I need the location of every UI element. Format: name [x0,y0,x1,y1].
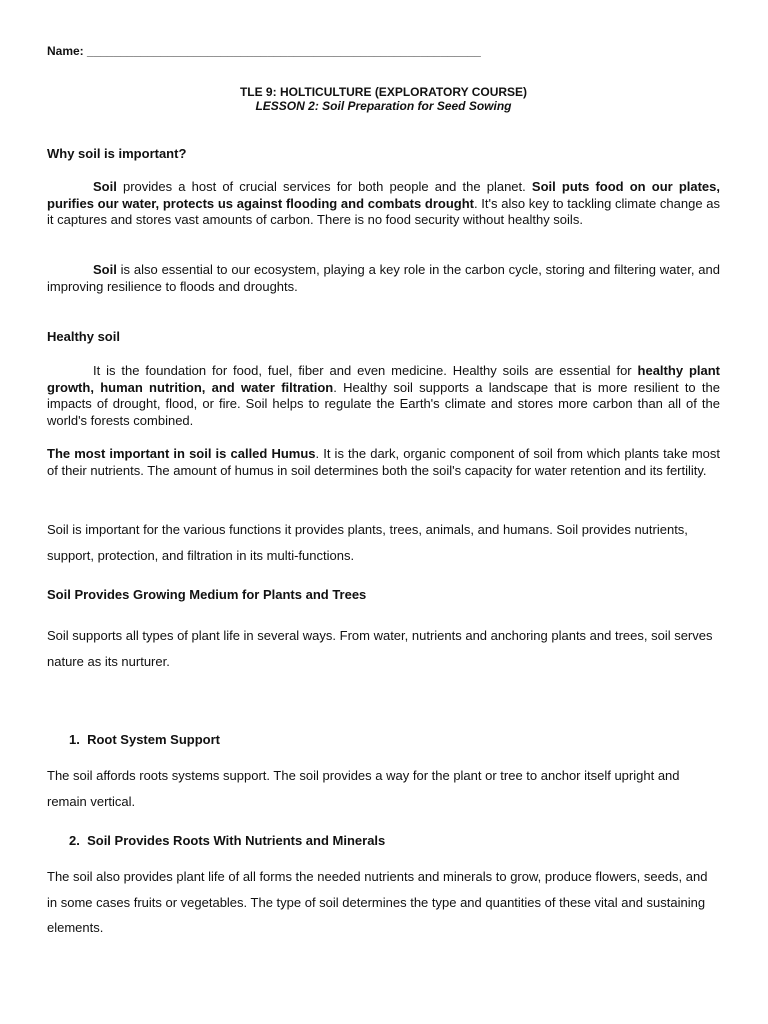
text: It is the foundation for food, fuel, fiber and even medicine. Healthy soils are essential for [93,363,638,378]
list-item-heading [69,833,385,848]
bold-text: Soil [93,262,117,277]
section-heading-healthy-soil: Healthy soil [47,329,120,344]
document-title [47,85,720,113]
section-heading-growing-medium: Soil Provides Growing Medium for Plants and Trees [47,587,367,602]
text: is also essential to our ecosystem, playing a key role in the carbon cycle, storing and filtering water, and improving resilience to floods and droughts. [47,262,720,294]
course-title: TLE 9: HOLTICULTURE (EXPLORATORY COURSE) [239,85,528,99]
paragraph-healthy-soil [47,363,720,429]
paragraph-growing-medium: Soil supports all types of plant life in several ways. From water, nutrients and anchoring plants and trees, soil serves nature as its nurturer. [47,628,713,669]
paragraph-humus [47,446,720,479]
list-item-heading [69,732,220,747]
bold-text: Soil puts food on our plates, purifies our water, protects us against flooding and combats drought [47,179,721,211]
section-heading-why-soil: Why soil is important? [47,146,187,161]
paragraph-soil-services [47,179,720,229]
paragraph-soil-ecosystem [47,262,720,295]
text: . Healthy soil supports a landscape that is more resilient to the impacts of drought, flood, or fire. Soil helps to regulate the Earth's climate and stores more carbon than all of the world's forests combined. [47,379,720,428]
text: . It's also key to tackling climate change as it captures and stores vast amounts of carbon. There is no food security without healthy soils. [47,195,720,227]
text: provides a host of crucial services for both people and the planet. [116,179,532,194]
list-number: 1. [69,732,80,747]
paragraph-soil-functions: Soil is important for the various functions it provides plants, trees, animals, and humans. Soil provides nutrients, support, protection, and filtration in its multi-functions. [47,522,688,563]
bold-text: Soil [93,179,117,194]
lesson-title: LESSON 2: Soil Preparation for Seed Sowing [255,99,512,113]
list-item-text: The soil affords roots systems support. The soil provides a way for the plant or tree to anchor itself upright and remain vertical. [47,768,680,809]
bold-text: The most important in soil is called Humus [47,446,316,461]
list-number: 2. [69,833,80,848]
list-item-text: The soil also provides plant life of all forms the needed nutrients and minerals to grow, produce flowers, seeds, and in some cases fruits or vegetables. The type of soil determines the type and quantities of these vital and sustaining elements. [47,869,708,935]
list-heading-text: Root System Support [87,732,220,747]
bold-text: healthy plant growth, human nutrition, and water filtration [47,363,720,395]
list-heading-text: Soil Provides Roots With Nutrients and Minerals [87,833,386,848]
text: . It is the dark, organic component of soil from which plants take most of their nutrients. The amount of humus in soil determines both the soil's capacity for water retention and its fertility. [47,446,720,478]
name-field-label: Name: ___________________________________________________________ [47,44,481,58]
